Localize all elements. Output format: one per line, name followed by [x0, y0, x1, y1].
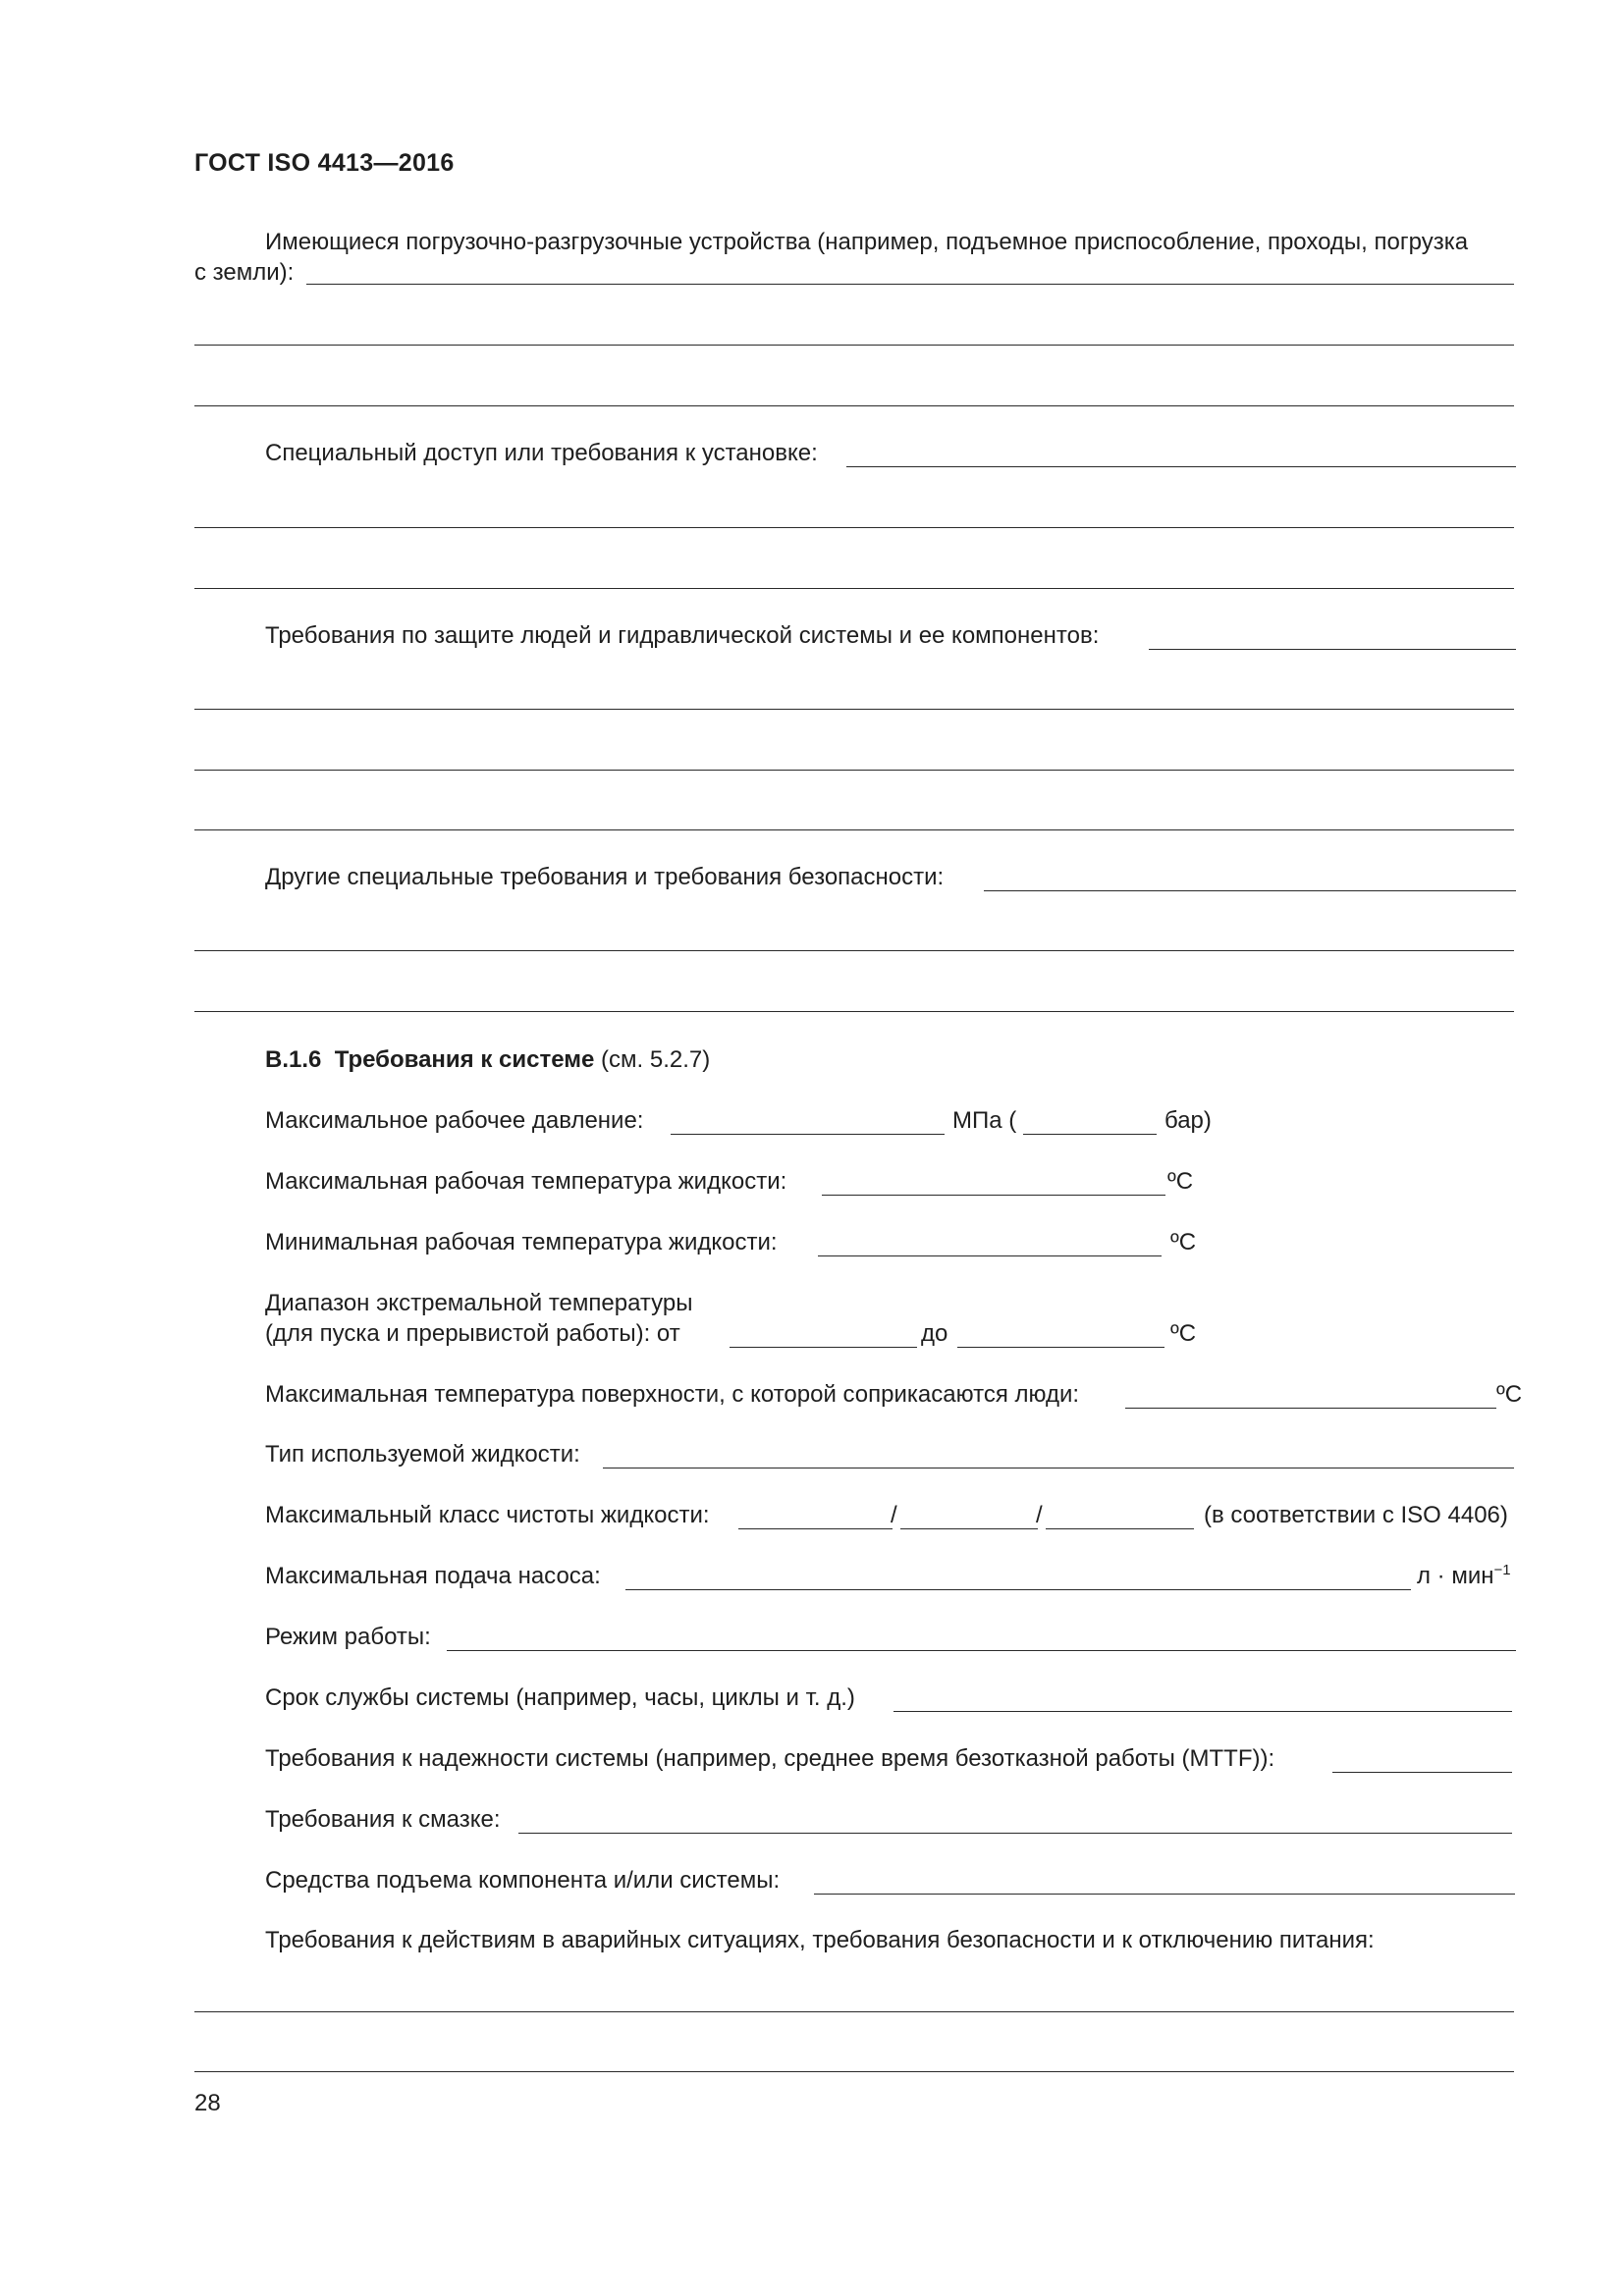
unit-pump-flow-base: л · мин [1417, 1563, 1494, 1589]
field-max-pressure-bar[interactable] [1023, 1134, 1157, 1135]
field-cleanliness-1[interactable] [738, 1528, 893, 1529]
field-cleanliness-2[interactable] [900, 1528, 1038, 1529]
section-number: В.1.6 [265, 1046, 322, 1073]
question-other-safety: Другие специальные требования и требования безопасности: [265, 864, 945, 890]
answer-line[interactable] [194, 1011, 1514, 1012]
page-number: 28 [194, 2090, 221, 2116]
question-handling-devices-cont: с земли): [194, 259, 295, 286]
section-heading [265, 1046, 710, 1074]
field-extreme-temp-to[interactable] [957, 1347, 1164, 1348]
label-lubrication: Требования к смазке: [265, 1806, 501, 1833]
unit-pump-flow [1417, 1563, 1511, 1590]
label-pump-flow: Максимальная подача насоса: [265, 1563, 601, 1589]
label-reliability: Требования к надежности системы (например, среднее время безотказной работы (MTTF)): [265, 1745, 1275, 1772]
answer-line[interactable] [194, 2011, 1514, 2012]
field-surface-temp[interactable] [1125, 1408, 1496, 1409]
field-cleanliness-3[interactable] [1046, 1528, 1194, 1529]
document-header: ГОСТ ISO 4413—2016 [194, 149, 455, 177]
answer-line[interactable] [194, 527, 1514, 528]
answer-line[interactable] [194, 588, 1514, 589]
answer-line[interactable] [846, 466, 1516, 467]
label-extreme-temp: Диапазон экстремальной температуры [265, 1290, 693, 1316]
field-max-pressure-mpa[interactable] [671, 1134, 945, 1135]
question-handling-devices: Имеющиеся погрузочно-разгрузочные устройства (например, подъемное приспособление, проходы, погрузка [265, 229, 1469, 255]
question-special-access: Специальный доступ или требования к установке: [265, 440, 818, 466]
answer-line[interactable] [194, 345, 1514, 346]
slash-separator: / [1036, 1502, 1043, 1528]
unit-celsius: ºC [1496, 1381, 1523, 1408]
answer-line[interactable] [194, 405, 1514, 406]
label-extreme-temp-cont: (для пуска и прерывистой работы): от [265, 1320, 680, 1347]
field-lubrication[interactable] [518, 1833, 1512, 1834]
answer-line[interactable] [194, 950, 1514, 951]
field-system-lifetime[interactable] [893, 1711, 1512, 1712]
section-ref: (см. 5.2.7) [601, 1046, 711, 1073]
field-reliability[interactable] [1332, 1772, 1512, 1773]
answer-line[interactable] [194, 2071, 1514, 2072]
label-to: до [921, 1320, 948, 1347]
cleanliness-ref: (в соответствии с ISO 4406) [1204, 1502, 1508, 1528]
unit-celsius: ºC [1170, 1229, 1197, 1255]
answer-line[interactable] [194, 709, 1514, 710]
unit-mpa: МПа ( [952, 1107, 1017, 1134]
field-pump-flow[interactable] [625, 1589, 1411, 1590]
label-min-fluid-temp: Минимальная рабочая температура жидкости: [265, 1229, 778, 1255]
answer-line[interactable] [194, 829, 1514, 830]
label-lifting-means: Средства подъема компонента и/или системы: [265, 1867, 781, 1894]
label-emergency: Требования к действиям в аварийных ситуациях, требования безопасности и к отключению питания: [265, 1927, 1375, 1953]
field-extreme-temp-from[interactable] [730, 1347, 917, 1348]
unit-bar: бар) [1164, 1107, 1212, 1134]
slash-separator: / [891, 1502, 897, 1528]
field-operating-mode[interactable] [447, 1650, 1516, 1651]
answer-line[interactable] [194, 770, 1514, 771]
unit-celsius: ºC [1170, 1320, 1197, 1347]
label-max-pressure: Максимальное рабочее давление: [265, 1107, 644, 1134]
label-surface-temp: Максимальная температура поверхности, с которой соприкасаются люди: [265, 1381, 1080, 1408]
label-system-lifetime: Срок службы системы (например, часы, циклы и т. д.) [265, 1684, 855, 1711]
answer-line[interactable] [306, 284, 1514, 285]
unit-pump-flow-exponent: −1 [1493, 1562, 1511, 1578]
question-protection: Требования по защите людей и гидравлической системы и ее компонентов: [265, 622, 1100, 649]
label-cleanliness: Максимальный класс чистоты жидкости: [265, 1502, 710, 1528]
section-title: Требования к системе [334, 1046, 595, 1073]
label-operating-mode: Режим работы: [265, 1624, 431, 1650]
label-fluid-type: Тип используемой жидкости: [265, 1441, 580, 1468]
field-max-fluid-temp[interactable] [822, 1195, 1165, 1196]
field-min-fluid-temp[interactable] [818, 1255, 1162, 1256]
unit-celsius: ºC [1167, 1168, 1194, 1195]
answer-line[interactable] [984, 890, 1516, 891]
label-max-fluid-temp: Максимальная рабочая температура жидкости: [265, 1168, 787, 1195]
answer-line[interactable] [1149, 649, 1516, 650]
field-lifting-means[interactable] [814, 1894, 1515, 1895]
